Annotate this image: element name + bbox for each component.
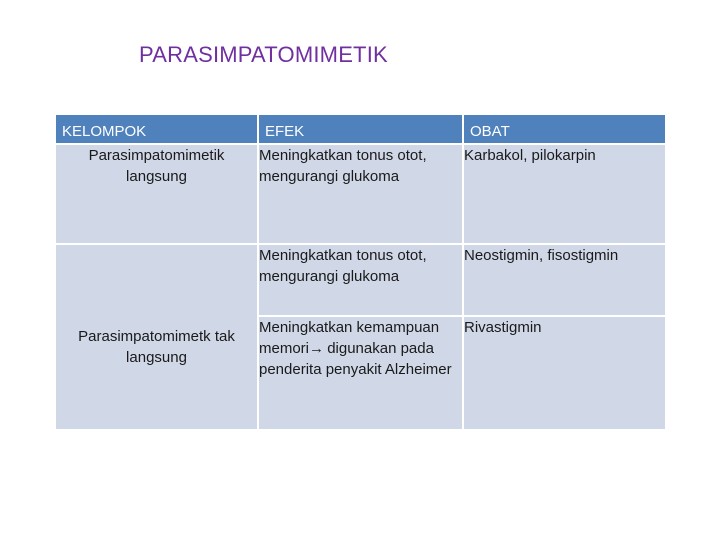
kelompok-text: Parasimpatomimetk tak langsung xyxy=(78,328,235,366)
table-header-row xyxy=(55,114,666,144)
header-obat: OBAT xyxy=(463,114,666,144)
cell-efek xyxy=(258,244,463,316)
slide-title: PARASIMPATOMIMETIK xyxy=(139,42,388,67)
obat-text: Karbakol, pilokarpin xyxy=(464,147,596,164)
table-row xyxy=(55,244,666,316)
obat-text: Neostigmin, fisostigmin xyxy=(464,247,619,264)
efek-text-part2: digunakan pada penderita penyakit Alzheimer xyxy=(259,340,452,378)
arrow-right-icon: → xyxy=(309,340,325,357)
header-efek: EFEK xyxy=(258,114,463,144)
efek-text: Meningkatkan tonus otot, mengurangi glukoma xyxy=(259,247,427,285)
cell-efek xyxy=(258,144,463,244)
cell-obat xyxy=(463,144,666,244)
cell-kelompok xyxy=(55,144,258,244)
cell-obat xyxy=(463,316,666,430)
table-row xyxy=(55,144,666,244)
obat-text: Rivastigmin xyxy=(464,319,542,336)
cell-obat xyxy=(463,244,666,316)
efek-text: Meningkatkan tonus otot, mengurangi glukoma xyxy=(259,147,427,185)
efek-text-part1: Meningkatkan kemampuan memori xyxy=(259,319,440,357)
kelompok-text: Parasimpatomimetik langsung xyxy=(88,147,225,185)
drug-table xyxy=(54,113,667,431)
header-kelompok: KELOMPOK xyxy=(55,114,258,144)
cell-kelompok xyxy=(55,244,258,430)
cell-efek xyxy=(258,316,463,430)
